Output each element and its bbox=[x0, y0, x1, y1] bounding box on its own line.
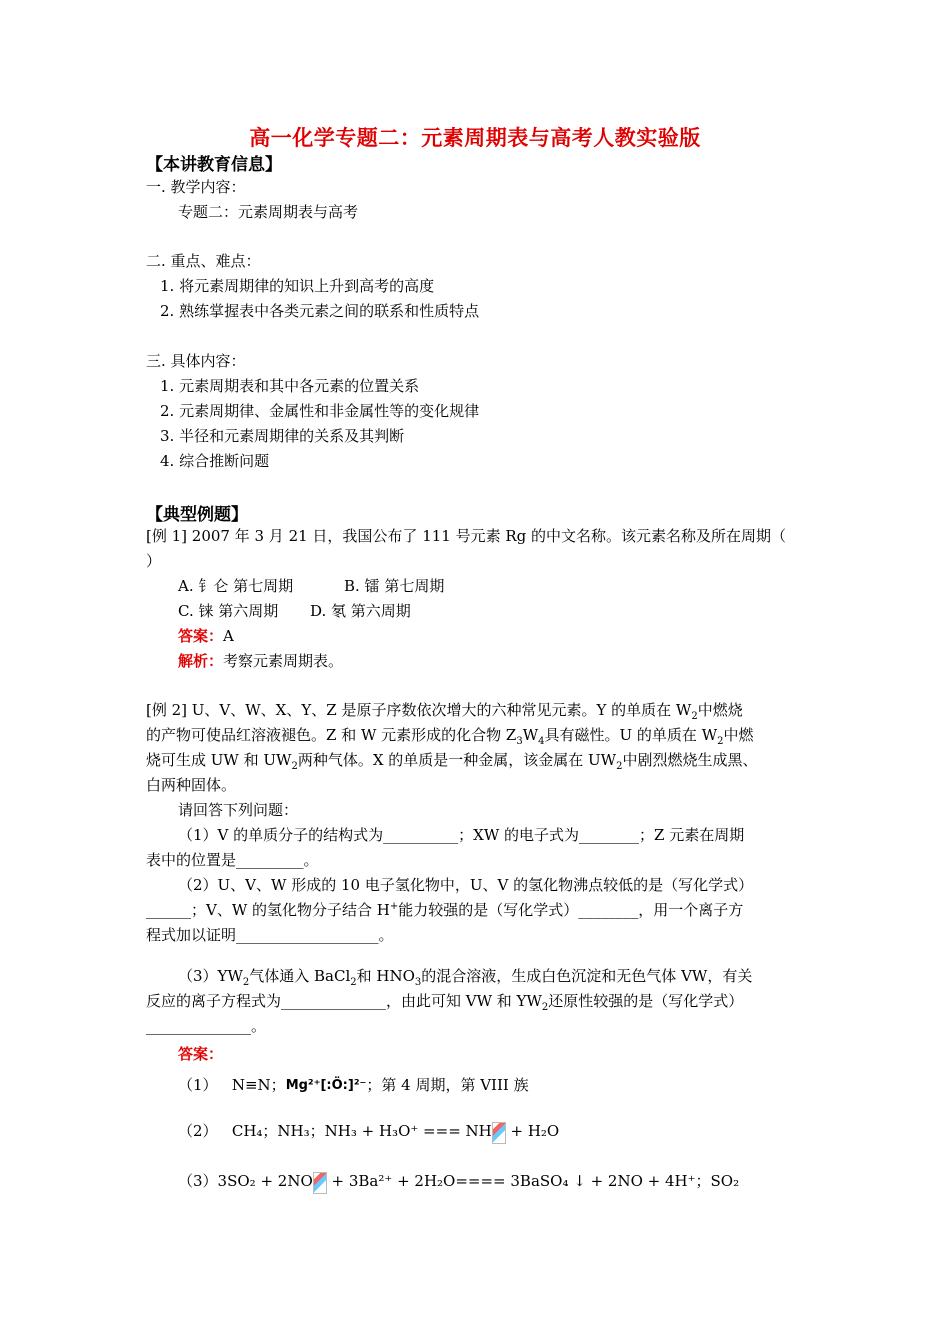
subscript: 2 bbox=[242, 977, 250, 988]
subscript: 2 bbox=[691, 711, 698, 722]
text: 的产物可使品红溶液褪色。Z 和 W 元素形成的化合物 Z bbox=[146, 726, 517, 744]
text: + H₂O bbox=[505, 1122, 560, 1140]
question-2-cont-2: 程式加以证明___________________。 bbox=[146, 926, 394, 944]
question-1-cont: 表中的位置是_________。 bbox=[146, 851, 319, 869]
question-3-cont bbox=[146, 991, 743, 1011]
text: ；第 4 周期，第 VIII 族 bbox=[366, 1076, 529, 1094]
example-2-prompt: 请回答下列问题： bbox=[178, 801, 299, 819]
answer-label: 答案： bbox=[178, 627, 224, 645]
text: 能力较强的是（写化学式）________，用一个离子方 bbox=[398, 901, 744, 919]
text: （3）YW bbox=[178, 967, 243, 985]
question-2-cont bbox=[146, 900, 743, 920]
section-3-item: 1. 元素周期表和其中各元素的位置关系 bbox=[160, 377, 420, 395]
question-1: （1）V 的单质分子的结构式为__________；XW 的电子式为________；Z 元素在周期 bbox=[178, 826, 745, 844]
option-d: D. 氡 第六周期 bbox=[310, 602, 411, 620]
option-a: A. 钅仑 第七周期 bbox=[178, 577, 294, 595]
text: （2） bbox=[178, 1122, 218, 1140]
text: 和 HNO bbox=[356, 967, 415, 985]
section-2-item: 1. 将元素周期律的知识上升到高考的高度 bbox=[160, 277, 435, 295]
section-2-label: 二. 重点、难点： bbox=[146, 252, 261, 270]
text: （1） bbox=[178, 1076, 218, 1094]
option-c: C. 铼 第六周期 bbox=[178, 602, 279, 620]
example-2-line-1 bbox=[146, 700, 743, 720]
text: 两种气体。X 的单质是一种金属，该金属在 UW bbox=[297, 751, 617, 769]
example-2-line-3 bbox=[146, 750, 757, 770]
question-3 bbox=[178, 966, 752, 986]
subscript: 2 bbox=[541, 1002, 549, 1013]
subscript: 3 bbox=[414, 977, 422, 988]
text: 气体通入 BaCl bbox=[249, 967, 351, 985]
example-1-answer bbox=[178, 626, 234, 646]
text: 烧可生成 UW 和 UW bbox=[146, 751, 292, 769]
info-heading: 【本讲教育信息】 bbox=[146, 155, 282, 175]
subscript: 4 bbox=[538, 736, 545, 747]
text: 中燃 bbox=[723, 726, 754, 744]
option-b: B. 镭 第七周期 bbox=[344, 577, 445, 595]
subscript: 2 bbox=[616, 761, 623, 772]
text: W bbox=[522, 726, 539, 744]
section-1-label: 一. 教学内容： bbox=[146, 178, 246, 196]
text: + 3Ba²⁺ + 2H₂O==== 3BaSO₄ ↓ + 2NO + 4H⁺；SO₂ bbox=[326, 1172, 740, 1190]
text: ______；V、W 的氢化物分子结合 H bbox=[146, 901, 390, 919]
section-2-item: 2. 熟练掌握表中各类元素之间的联系和性质特点 bbox=[160, 302, 480, 320]
broken-image-icon bbox=[492, 1122, 506, 1144]
answer-2 bbox=[178, 1121, 559, 1144]
section-3-label: 三. 具体内容： bbox=[146, 352, 246, 370]
subscript: 3 bbox=[516, 736, 523, 747]
text: 还原性较强的是（写化学式） bbox=[548, 992, 744, 1010]
question-2: （2）U、V、W 形成的 10 电子氢化物中，U、V 的氢化物沸点较低的是（写化学式） bbox=[178, 876, 754, 894]
question-3-cont-2: ______________。 bbox=[146, 1017, 267, 1035]
text: 的混合溶液，生成白色沉淀和无色气体 VW，有关 bbox=[421, 967, 753, 985]
section-3-item: 3. 半径和元素周期律的关系及其判断 bbox=[160, 427, 405, 445]
text: 中燃烧 bbox=[697, 701, 743, 719]
analysis-text: 考察元素周期表。 bbox=[223, 652, 344, 670]
answer-1 bbox=[178, 1075, 529, 1096]
section-3-item: 4. 综合推断问题 bbox=[160, 452, 270, 470]
example-2-line-4: 白两种固体。 bbox=[146, 776, 237, 794]
text: 反应的离子方程式为______________，由此可知 VW 和 YW bbox=[146, 992, 542, 1010]
subscript: 2 bbox=[350, 977, 357, 988]
text: 中剧烈燃烧生成黑、 bbox=[622, 751, 758, 769]
superscript: + bbox=[389, 901, 399, 912]
document-title: 高一化学专题二：元素周期表与高考人教实验版 bbox=[249, 126, 701, 150]
text: （3）3SO₂ + 2NO bbox=[178, 1172, 313, 1190]
answer-label: 答案： bbox=[178, 1045, 224, 1063]
text: CH₄；NH₃；NH₃ + H₃O⁺ === NH bbox=[231, 1122, 492, 1140]
electron-formula-image: Mg²⁺[:Ö:]²⁻ bbox=[285, 1078, 367, 1093]
subscript: 2 bbox=[291, 761, 298, 772]
example-1-question: [例 1] 2007 年 3 月 21 日，我国公布了 111 号元素 Rg 的中文名称。该元素名称及所在周期（ bbox=[146, 527, 787, 545]
answer-3 bbox=[178, 1171, 739, 1194]
examples-heading: 【典型例题】 bbox=[146, 505, 248, 525]
answer-value: A bbox=[223, 627, 234, 645]
section-3-item: 2. 元素周期律、金属性和非金属性等的变化规律 bbox=[160, 402, 480, 420]
example-2-answer-label bbox=[178, 1044, 223, 1064]
text: N≡N； bbox=[231, 1076, 286, 1094]
example-2-line-2 bbox=[146, 725, 754, 745]
broken-image-icon bbox=[313, 1172, 327, 1194]
text: 具有磁性。U 的单质在 W bbox=[544, 726, 718, 744]
subscript: 2 bbox=[717, 736, 724, 747]
section-1-text: 专题二：元素周期表与高考 bbox=[178, 203, 359, 221]
analysis-label: 解析： bbox=[178, 652, 224, 670]
example-1-question-end: ） bbox=[146, 552, 162, 570]
text: [例 2] U、V、W、X、Y、Z 是原子序数依次增大的六种常见元素。Y 的单质在 W bbox=[146, 701, 692, 719]
example-1-analysis bbox=[178, 651, 343, 671]
